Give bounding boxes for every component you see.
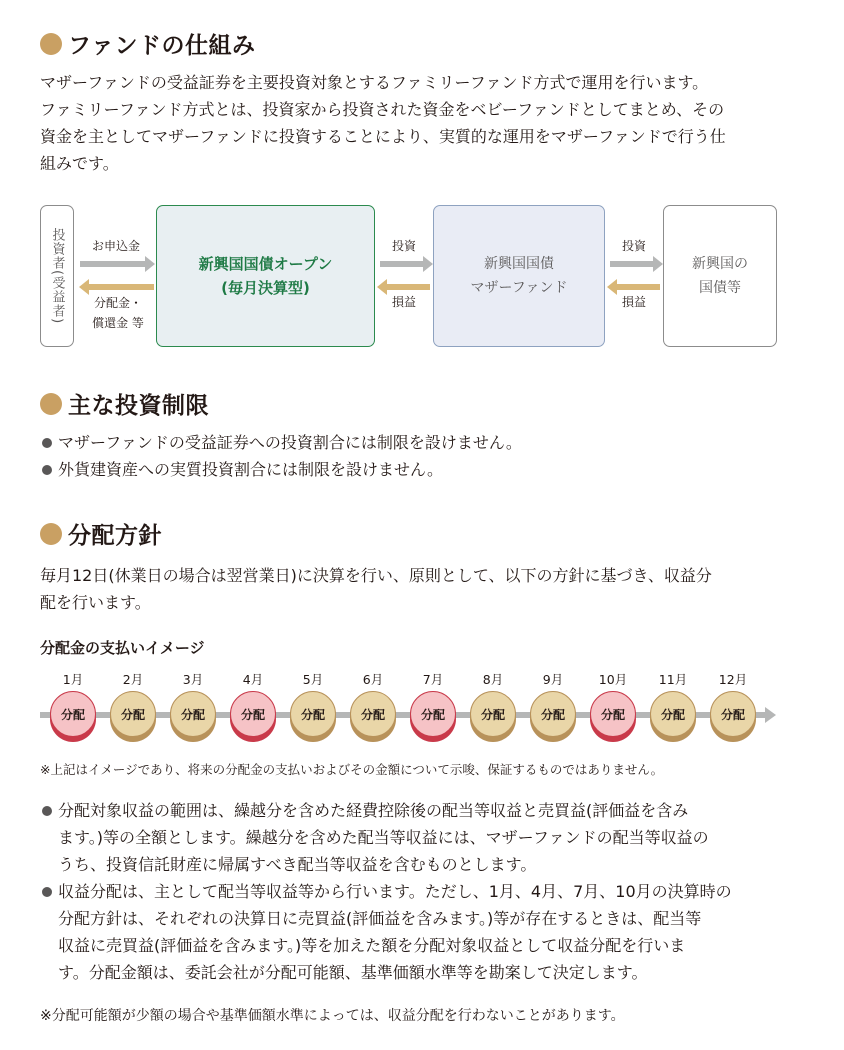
section-heading-limits bbox=[40, 387, 209, 420]
arrow-label-pl-2: 損益 bbox=[621, 295, 646, 309]
section-heading-structure bbox=[40, 27, 256, 60]
arrow-right-icon bbox=[380, 261, 424, 267]
policy-description: 毎月12日(休業日の場合は翌営業日)に決算を行い、原則として、以下の方針に基づき、収益分 配を行います。 bbox=[40, 566, 712, 612]
month-label: 4月 bbox=[242, 672, 264, 687]
month-label: 11月 bbox=[658, 672, 688, 687]
distribution-coin-icon: 分配 bbox=[110, 691, 156, 737]
distribution-coin-icon: 分配 bbox=[350, 691, 396, 737]
policy-list bbox=[40, 797, 800, 986]
arrow-label-invest-2: 投資 bbox=[621, 239, 646, 253]
bullet-dot-icon bbox=[40, 33, 62, 55]
bonds-box: 新興国の 国債等 bbox=[663, 205, 777, 347]
month-label: 2月 bbox=[122, 672, 144, 687]
month-label: 8月 bbox=[482, 672, 504, 687]
arrow-label-pl-1: 損益 bbox=[391, 295, 416, 309]
distribution-coin-icon: 分配 bbox=[470, 691, 516, 737]
payment-image-title: 分配金の支払いイメージ bbox=[40, 639, 205, 657]
fund-box: 新興国国債オープン (毎月決算型) bbox=[156, 205, 375, 347]
distribution-coin-icon: 分配 bbox=[530, 691, 576, 737]
arrow-label-apply: お申込金 bbox=[91, 239, 140, 253]
section-title: 分配方針 bbox=[68, 523, 162, 549]
footer-note: ※分配可能額が少額の場合や基準価額水準によっては、収益分配を行わないことがあります。 bbox=[40, 1008, 625, 1024]
structure-description: マザーファンドの受益証券を主要投資対象とするファミリーファンド方式で運用を行います。 ファミリーファンド方式とは、投資家から投資された資金をベビーファンドとしてまとめ、その 資金を主としてマザーファンドに投資することにより、実質的な運用をマザーファンドで行う仕 組みです。 bbox=[40, 73, 726, 173]
distribution-coin-icon: 分配 bbox=[650, 691, 696, 737]
image-disclaimer: ※上記はイメージであり、将来の分配金の支払いおよびその金額について示唆、保証するものではありません。 bbox=[40, 762, 664, 777]
limits-list bbox=[40, 429, 800, 483]
section-title: ファンドの仕組み bbox=[68, 33, 256, 59]
distribution-coin-icon: 分配 bbox=[290, 691, 336, 737]
arrow-left-icon bbox=[88, 284, 154, 290]
distribution-coin-icon: 分配 bbox=[50, 691, 96, 737]
bullet-icon bbox=[42, 465, 52, 475]
month-label: 7月 bbox=[422, 672, 444, 687]
distribution-coin-icon: 分配 bbox=[230, 691, 276, 737]
distribution-coin-icon: 分配 bbox=[170, 691, 216, 737]
distribution-coin-icon: 分配 bbox=[710, 691, 756, 737]
arrow-label-distribution: 分配金・ 償還金 等 bbox=[92, 296, 144, 330]
bullet-dot-icon bbox=[40, 523, 62, 545]
bullet-icon bbox=[42, 806, 52, 816]
month-label: 3月 bbox=[182, 672, 204, 687]
arrow-left-icon bbox=[616, 284, 660, 290]
arrow-label-invest-1: 投資 bbox=[391, 239, 416, 253]
bullet-icon bbox=[42, 887, 52, 897]
section-heading-policy bbox=[40, 517, 162, 550]
month-label: 5月 bbox=[302, 672, 324, 687]
month-label: 9月 bbox=[542, 672, 564, 687]
month-label: 12月 bbox=[718, 672, 748, 687]
arrow-right-icon bbox=[610, 261, 654, 267]
distribution-coin-icon: 分配 bbox=[410, 691, 456, 737]
month-label: 10月 bbox=[598, 672, 628, 687]
list-item: 外貨建資産への実質投資割合には制限を設けません。 bbox=[40, 456, 800, 483]
list-item: 分配対象収益の範囲は、繰越分を含めた経費控除後の配当等収益と売買益(評価益を含み ます。)等の全額とします。繰越分を含めた配当等収益には、マザーファンドの配当等収益の うち、投資信託財産に帰属すべき配当等収益を含むものとします。 bbox=[40, 797, 800, 878]
list-item: マザーファンドの受益証券への投資割合には制限を設けません。 bbox=[40, 429, 800, 456]
arrow-right-icon bbox=[80, 261, 146, 267]
list-item: 収益分配は、主として配当等収益等から行います。ただし、1月、4月、7月、10月の決算時の 分配方針は、それぞれの決算日に売買益(評価益を含みます。)等が存在するときは、配当等 収益に売買益(評価益を含みます。)等を加えた額を分配対象収益として収益分配を行いま す。分配金額は、委託会社が分配可能額、基準価額水準等を勘案して決定します。 bbox=[40, 878, 800, 986]
bullet-icon bbox=[42, 438, 52, 448]
section-title: 主な投資制限 bbox=[68, 393, 209, 419]
mother-fund-box: 新興国国債 マザーファンド bbox=[433, 205, 605, 347]
month-label: 6月 bbox=[362, 672, 384, 687]
arrow-left-icon bbox=[386, 284, 430, 290]
bullet-dot-icon bbox=[40, 393, 62, 415]
investor-box: 投資者(受益者) bbox=[40, 205, 74, 347]
month-label: 1月 bbox=[62, 672, 84, 687]
distribution-coin-icon: 分配 bbox=[590, 691, 636, 737]
